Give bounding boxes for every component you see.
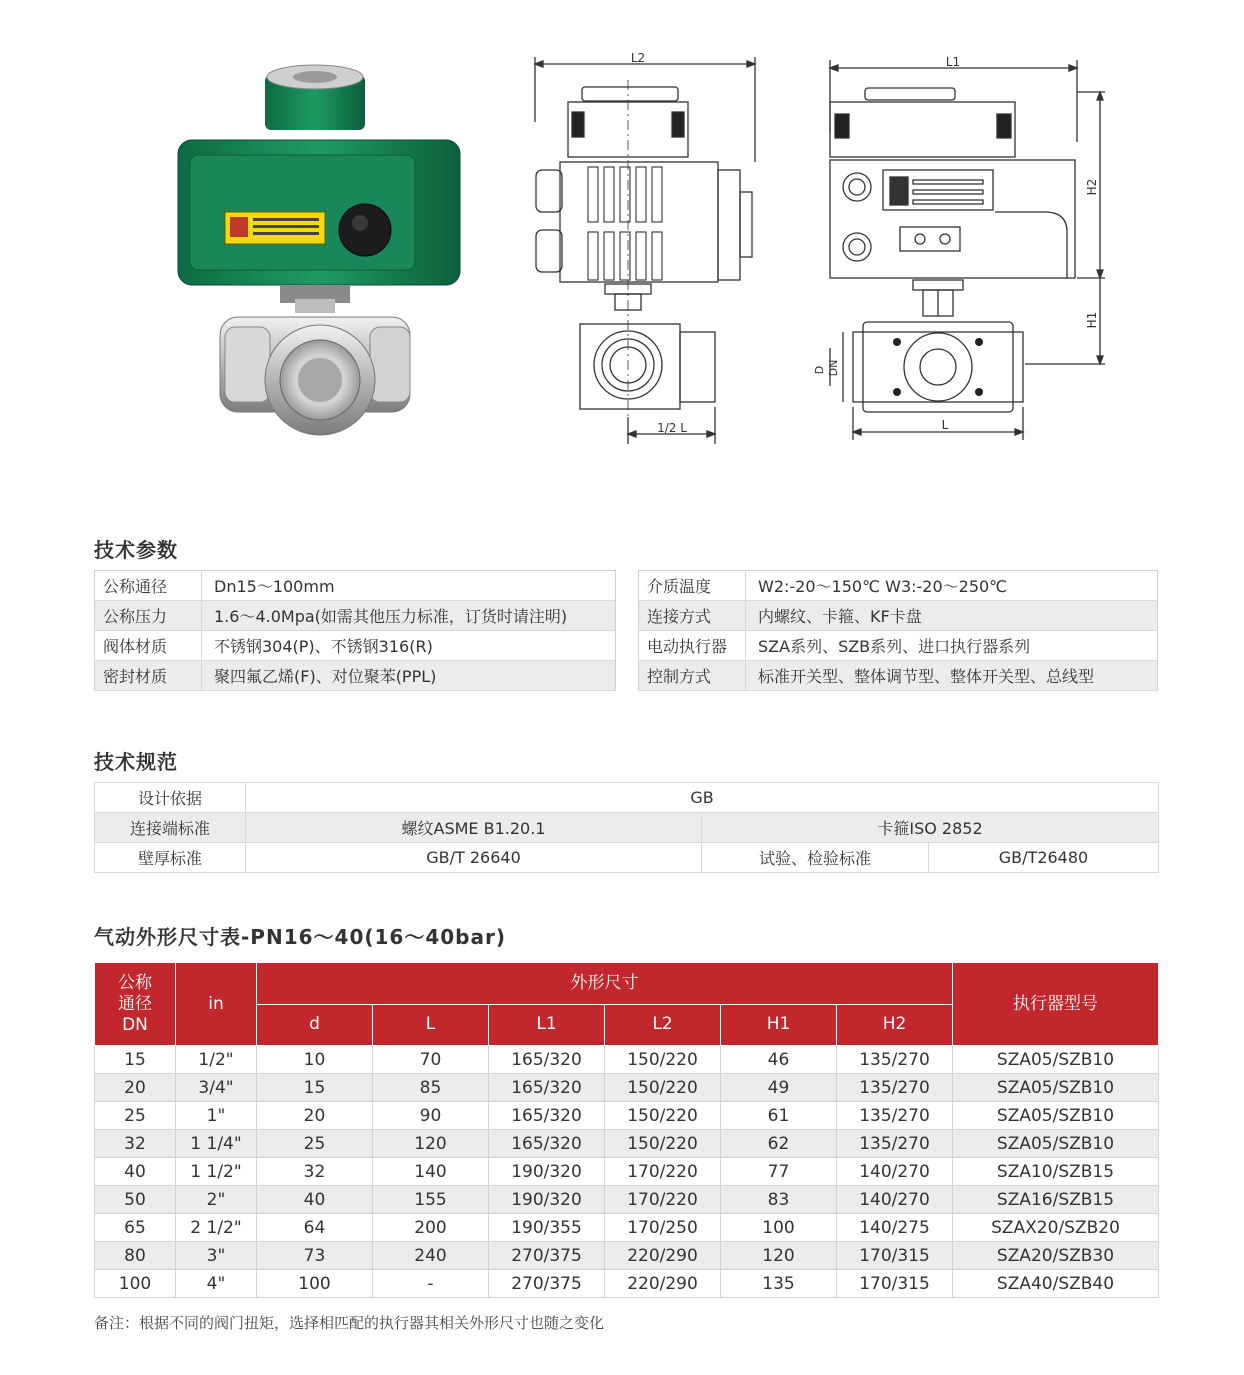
table-cell: 70: [373, 1046, 489, 1074]
spec-value: 螺纹ASME B1.20.1: [246, 813, 702, 843]
dim-label-half-L: 1/2 L: [657, 421, 687, 435]
footnote: 备注：根据不同的阀门扭矩，选择相匹配的执行器其相关外形尺寸也随之变化: [94, 1314, 605, 1332]
dim-label-H1: H1: [1085, 311, 1099, 329]
table-cell: 3/4": [176, 1074, 257, 1102]
table-cell: 220/290: [605, 1270, 721, 1298]
table-row: [95, 1046, 1159, 1074]
table-cell: 10: [257, 1046, 373, 1074]
table-cell: 135/270: [837, 1074, 953, 1102]
table-cell: 100: [95, 1270, 176, 1298]
table-cell: 20: [95, 1074, 176, 1102]
spec-value: GB/T26480: [929, 843, 1159, 873]
table-cell: SZA05/SZB10: [953, 1074, 1159, 1102]
table-cell: 64: [257, 1214, 373, 1242]
table-row: [95, 631, 616, 661]
table-cell: 165/320: [489, 1102, 605, 1130]
table-row: [95, 813, 1159, 843]
header-actuator: 执行器型号: [953, 963, 1159, 1046]
header-L2: L2: [605, 1004, 721, 1046]
param-value: 内螺纹、卡箍、KF卡盘: [746, 601, 1158, 631]
table-cell: 170/315: [837, 1270, 953, 1298]
table-row: [639, 571, 1158, 601]
table-cell: 80: [95, 1242, 176, 1270]
table-cell: 85: [373, 1074, 489, 1102]
param-label: 电动执行器: [639, 631, 746, 661]
table-row: [95, 1102, 1159, 1130]
table-cell: 150/220: [605, 1074, 721, 1102]
spec-label: 设计依据: [95, 783, 246, 813]
table-cell: 165/320: [489, 1130, 605, 1158]
table-cell: 4": [176, 1270, 257, 1298]
dimension-table-body: [95, 1046, 1159, 1298]
table-row: [95, 1214, 1159, 1242]
param-label: 介质温度: [639, 571, 746, 601]
table-row: [639, 631, 1158, 661]
table-cell: -: [373, 1270, 489, 1298]
tech-spec-title: 技术规范: [94, 750, 178, 774]
dimension-table-title: 气动外形尺寸表-PN16～40(16～40bar): [94, 925, 506, 949]
param-label: 阀体材质: [95, 631, 202, 661]
table-row: [95, 1242, 1159, 1270]
spec-label: 壁厚标准: [95, 843, 246, 873]
dim-label-L: L: [941, 418, 949, 432]
table-row: [95, 1130, 1159, 1158]
table-cell: 120: [373, 1130, 489, 1158]
table-row: [639, 601, 1158, 631]
table-cell: 170/220: [605, 1158, 721, 1186]
table-cell: 165/320: [489, 1074, 605, 1102]
tech-spec-table: [94, 782, 1159, 873]
table-cell: 32: [257, 1158, 373, 1186]
table-cell: SZA10/SZB15: [953, 1158, 1159, 1186]
table-cell: 190/320: [489, 1158, 605, 1186]
table-cell: 46: [721, 1046, 837, 1074]
table-cell: SZAX20/SZB20: [953, 1214, 1159, 1242]
table-cell: 150/220: [605, 1130, 721, 1158]
table-cell: SZA05/SZB10: [953, 1046, 1159, 1074]
table-cell: 3": [176, 1242, 257, 1270]
param-label: 公称通径: [95, 571, 202, 601]
table-cell: 50: [95, 1186, 176, 1214]
table-cell: 83: [721, 1186, 837, 1214]
table-cell: 135/270: [837, 1130, 953, 1158]
table-cell: 15: [95, 1046, 176, 1074]
header-d: d: [257, 1004, 373, 1046]
spec-value: GB: [246, 783, 1159, 813]
table-row: [95, 1270, 1159, 1298]
spec-value: 卡箍ISO 2852: [702, 813, 1159, 843]
table-cell: SZA20/SZB30: [953, 1242, 1159, 1270]
tech-params-title: 技术参数: [94, 538, 178, 562]
spec-value: GB/T 26640: [246, 843, 702, 873]
spec-label: 试验、检验标准: [702, 843, 929, 873]
table-cell: 140/275: [837, 1214, 953, 1242]
table-cell: 170/250: [605, 1214, 721, 1242]
table-cell: 1 1/2": [176, 1158, 257, 1186]
table-cell: 200: [373, 1214, 489, 1242]
table-row: [95, 1158, 1159, 1186]
table-cell: SZA40/SZB40: [953, 1270, 1159, 1298]
table-cell: 240: [373, 1242, 489, 1270]
table-cell: 190/320: [489, 1186, 605, 1214]
table-cell: 1 1/4": [176, 1130, 257, 1158]
table-cell: 77: [721, 1158, 837, 1186]
table-cell: 165/320: [489, 1046, 605, 1074]
spec-label: 连接端标准: [95, 813, 246, 843]
header-overall-size: 外形尺寸: [257, 963, 953, 1005]
table-cell: 25: [257, 1130, 373, 1158]
table-cell: 140/270: [837, 1158, 953, 1186]
header-H1: H1: [721, 1004, 837, 1046]
table-cell: 1": [176, 1102, 257, 1130]
table-cell: SZA05/SZB10: [953, 1130, 1159, 1158]
table-cell: SZA16/SZB15: [953, 1186, 1159, 1214]
param-value: 1.6～4.0Mpa(如需其他压力标准，订货时请注明): [202, 601, 616, 631]
table-cell: 170/315: [837, 1242, 953, 1270]
header-L: L: [373, 1004, 489, 1046]
table-cell: 140: [373, 1158, 489, 1186]
table-cell: 1/2": [176, 1046, 257, 1074]
table-cell: 62: [721, 1130, 837, 1158]
table-cell: 150/220: [605, 1102, 721, 1130]
table-cell: 100: [257, 1270, 373, 1298]
dim-label-L2: L2: [630, 52, 646, 65]
table-cell: 150/220: [605, 1046, 721, 1074]
header-in: in: [176, 963, 257, 1046]
table-cell: 2": [176, 1186, 257, 1214]
table-cell: 40: [257, 1186, 373, 1214]
table-row: [639, 661, 1158, 691]
header-dn: 公称 通径 DN: [95, 963, 176, 1046]
table-row: [95, 783, 1159, 813]
table-cell: 190/355: [489, 1214, 605, 1242]
table-cell: 120: [721, 1242, 837, 1270]
table-cell: 15: [257, 1074, 373, 1102]
table-row: [95, 1074, 1159, 1102]
table-cell: 135/270: [837, 1102, 953, 1130]
table-row: [95, 843, 1159, 873]
table-row: [95, 601, 616, 631]
table-cell: 49: [721, 1074, 837, 1102]
table-row: [95, 571, 616, 601]
table-cell: 135: [721, 1270, 837, 1298]
table-cell: 270/375: [489, 1270, 605, 1298]
table-row: [95, 661, 616, 691]
table-row: [95, 1186, 1159, 1214]
table-cell: 155: [373, 1186, 489, 1214]
table-cell: 25: [95, 1102, 176, 1130]
table-cell: 73: [257, 1242, 373, 1270]
table-cell: 32: [95, 1130, 176, 1158]
table-cell: 220/290: [605, 1242, 721, 1270]
front-view-drawing: [805, 52, 1115, 447]
param-label: 公称压力: [95, 601, 202, 631]
param-value: W2:-20～150℃ W3:-20～250℃: [746, 571, 1158, 601]
table-cell: 65: [95, 1214, 176, 1242]
dim-label-L1: L1: [945, 55, 961, 69]
dim-label-D: D: [813, 365, 826, 375]
table-cell: 170/220: [605, 1186, 721, 1214]
table-cell: 270/375: [489, 1242, 605, 1270]
param-label: 连接方式: [639, 601, 746, 631]
table-cell: 61: [721, 1102, 837, 1130]
param-value: Dn15～100mm: [202, 571, 616, 601]
table-cell: 20: [257, 1102, 373, 1130]
side-view-drawing: [520, 52, 760, 447]
tech-params-right-table: [638, 570, 1158, 691]
table-cell: SZA05/SZB10: [953, 1102, 1159, 1130]
dimension-table: [94, 962, 1159, 1298]
param-label: 控制方式: [639, 661, 746, 691]
param-label: 密封材质: [95, 661, 202, 691]
dim-label-H2: H2: [1085, 178, 1099, 196]
table-cell: 135/270: [837, 1046, 953, 1074]
header-L1: L1: [489, 1004, 605, 1046]
dim-label-DN: DN: [827, 359, 840, 377]
table-cell: 140/270: [837, 1186, 953, 1214]
param-value: 聚四氟乙烯(F)、对位聚苯(PPL): [202, 661, 616, 691]
param-value: 不锈钢304(P)、不锈钢316(R): [202, 631, 616, 661]
table-cell: 2 1/2": [176, 1214, 257, 1242]
product-photo: [170, 55, 470, 450]
table-cell: 90: [373, 1102, 489, 1130]
param-value: SZA系列、SZB系列、进口执行器系列: [746, 631, 1158, 661]
table-cell: 100: [721, 1214, 837, 1242]
tech-params-left-table: [94, 570, 616, 691]
header-H2: H2: [837, 1004, 953, 1046]
table-cell: 40: [95, 1158, 176, 1186]
param-value: 标准开关型、整体调节型、整体开关型、总线型: [746, 661, 1158, 691]
